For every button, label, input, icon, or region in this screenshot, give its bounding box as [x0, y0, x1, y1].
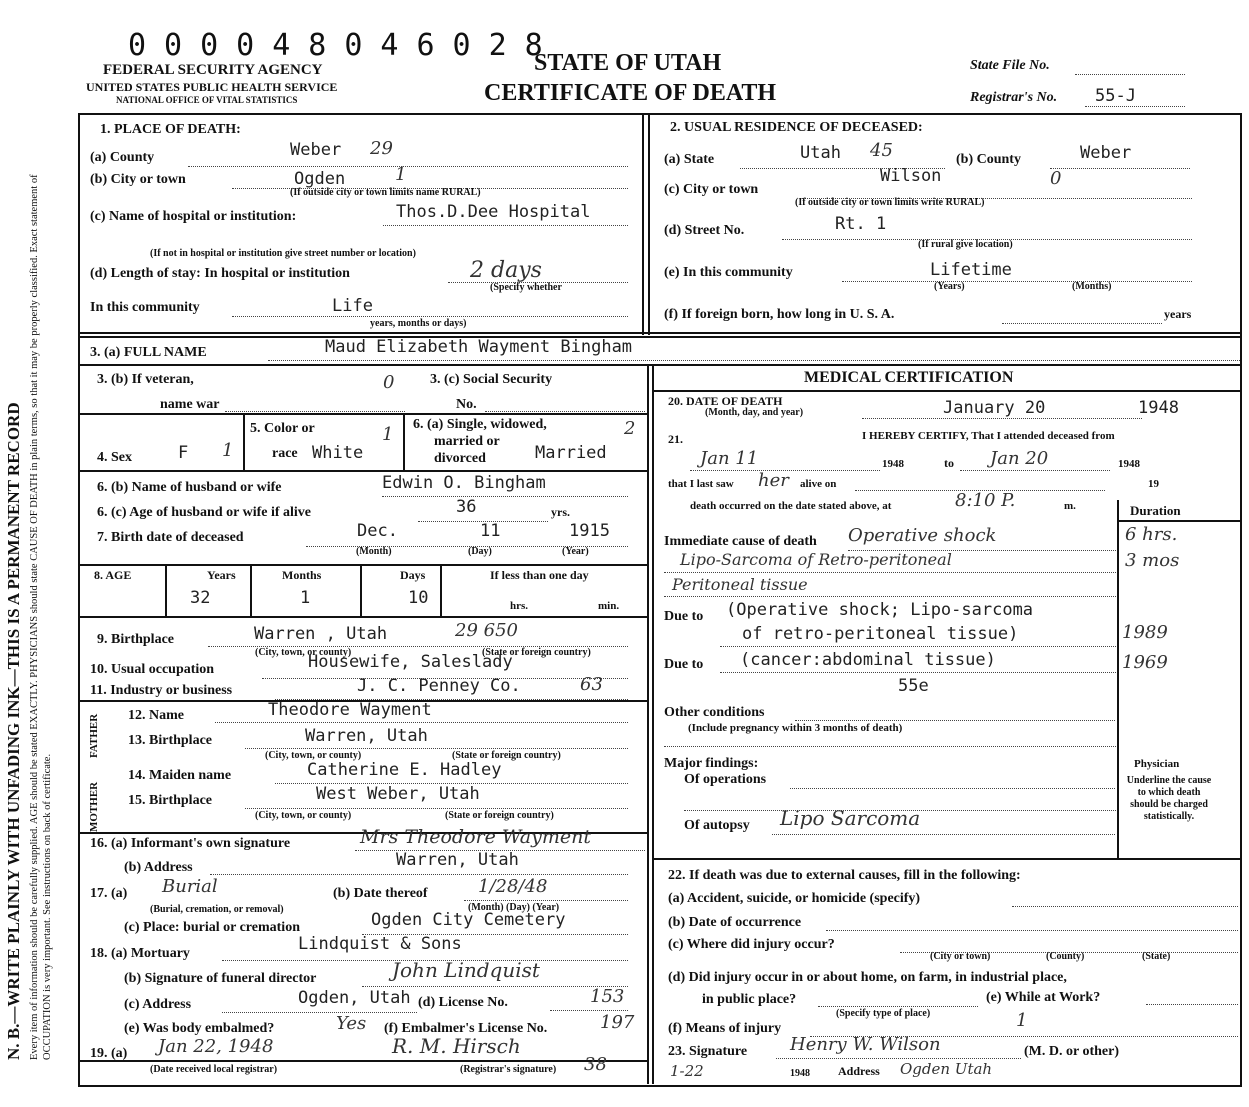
- attended-year-2: 1948: [1118, 458, 1140, 470]
- physician-label: Physician: [1134, 758, 1180, 770]
- where-county-note: (County): [1046, 951, 1085, 962]
- community-label: In this community: [90, 300, 200, 315]
- duration-label: Duration: [1130, 503, 1181, 518]
- alive-year: 19: [1148, 478, 1159, 490]
- place-county-code: 29: [370, 138, 393, 159]
- res-community: Lifetime: [930, 260, 1012, 280]
- full-name: Maud Elizabeth Wayment Bingham: [325, 337, 633, 357]
- due1-cause-2: of retro-peritoneal tissue): [742, 624, 1019, 644]
- place-county-label: (a) County: [90, 150, 155, 165]
- state-file-label: State File No.: [970, 58, 1050, 73]
- birth-day-note: (Day): [468, 546, 492, 557]
- spouse-name: Edwin O. Bingham: [382, 473, 546, 493]
- registrar-number: 55-J: [1095, 86, 1136, 106]
- birth-day: 11: [480, 521, 501, 541]
- death-year: 1948: [1138, 398, 1179, 418]
- embalmed-value: Yes: [336, 1013, 367, 1034]
- attended-year-1: 1948: [882, 458, 904, 470]
- immediate-label: Immediate cause of death: [664, 534, 817, 549]
- place-county: Weber: [290, 140, 342, 160]
- marital-value: Married: [535, 443, 607, 463]
- res-rural-note: (If outside city or town limits write RURAL): [795, 197, 985, 208]
- means-label: (f) Means of injury: [668, 1021, 782, 1036]
- birth-year-note: (Year): [562, 546, 589, 557]
- certify-number: 21.: [668, 432, 683, 446]
- page-number: 38: [584, 1054, 607, 1075]
- public-label: in public place?: [702, 992, 797, 1007]
- margin-instructions: Every item of information should be carefully supplied. AGE should be stated EXACTLY. PHYSICIANS should state CAUSE OF DEATH in plain terms, so that it may be properly classified. Exact statement of OCCUPATION is very important. See instructions on back of certificate.: [29, 174, 53, 1060]
- place-city-label: (b) City or town: [90, 172, 186, 187]
- death-date: January 20: [943, 398, 1046, 418]
- veteran-label: 3. (b) If veteran,: [97, 372, 194, 387]
- res-foreign-years: years: [1164, 307, 1192, 321]
- age-label: 8. AGE: [94, 568, 132, 582]
- res-state-code: 45: [870, 140, 893, 161]
- license-number: 153: [590, 986, 625, 1007]
- mother-state-note: (State or foreign country): [445, 810, 554, 821]
- mother-name: Catherine E. Hadley: [307, 760, 502, 780]
- signature-address-label: Address: [838, 1064, 880, 1078]
- spouse-age-label: 6. (c) Age of husband or wife if alive: [97, 505, 312, 520]
- death-date-note: (Month, day, and year): [705, 407, 804, 418]
- agency-line-1: FEDERAL SECURITY AGENCY: [103, 62, 323, 78]
- industry-code: 63: [580, 674, 603, 695]
- father-side-label: FATHER: [88, 713, 100, 758]
- race-label-2: race: [272, 446, 298, 461]
- place-heading: 1. PLACE OF DEATH:: [100, 122, 241, 137]
- race-label: 5. Color or: [250, 421, 315, 436]
- autopsy-value: Lipo Sarcoma: [780, 806, 921, 830]
- res-county: Weber: [1080, 143, 1132, 163]
- sex-value: F: [178, 443, 189, 463]
- registrar-sig-note: (Registrar's signature): [460, 1064, 557, 1075]
- where-state-note: (State): [1142, 951, 1171, 962]
- burial-place: Ogden City Cemetery: [371, 910, 566, 930]
- type-note: (Specify type of place): [836, 1008, 931, 1019]
- mortuary: Lindquist & Sons: [298, 934, 462, 954]
- spouse-yrs: yrs.: [551, 505, 570, 519]
- marital-label: 6. (a) Single, widowed,: [413, 417, 547, 432]
- industry-label: 11. Industry or business: [90, 683, 233, 698]
- signature-label: 23. Signature: [668, 1044, 748, 1059]
- birthplace-city-note: (City, town, or county): [255, 647, 352, 658]
- informant-address-label: (b) Address: [124, 860, 193, 875]
- received-label: 19. (a): [90, 1046, 128, 1061]
- age-lessday-label: If less than one day: [490, 568, 589, 582]
- immediate-line-2: Lipo-Sarcoma of Retro-peritoneal: [680, 550, 952, 569]
- physician-signature: Henry W. Wilson: [790, 1034, 941, 1055]
- informant-address: Warren, Utah: [396, 850, 519, 870]
- res-street: Rt. 1: [835, 214, 887, 234]
- name-label: 3. (a) FULL NAME: [90, 345, 207, 360]
- agency-line-2: UNITED STATES PUBLIC HEALTH SERVICE: [86, 80, 338, 94]
- burial-label: 17. (a): [90, 886, 128, 901]
- mother-birth-label: 15. Birthplace: [128, 793, 212, 808]
- other-note: (Include pregnancy within 3 months of death): [688, 722, 903, 734]
- embalmer-license-label: (f) Embalmer's License No.: [384, 1021, 548, 1036]
- mother-city-note: (City, town, or county): [255, 810, 352, 821]
- res-street-label: (d) Street No.: [664, 223, 745, 238]
- race-value: White: [312, 443, 364, 463]
- means-value: 1: [1016, 1010, 1028, 1031]
- due2-cause-2: 55e: [898, 676, 929, 696]
- ymd-note: years, months or days): [370, 318, 467, 329]
- hospital-label: (c) Name of hospital or institution:: [90, 209, 297, 224]
- where-label: (c) Where did injury occur?: [668, 937, 835, 952]
- father-state-note: (State or foreign country): [452, 750, 561, 761]
- due1-code: 1989: [1122, 622, 1168, 643]
- veteran-label-2: name war: [160, 397, 220, 412]
- received-note: (Date received local registrar): [150, 1064, 278, 1075]
- certificate-frame: [78, 113, 1242, 1087]
- father-name: Theodore Wayment: [268, 700, 432, 720]
- attended-to-label: to: [944, 456, 954, 470]
- director-label: (b) Signature of funeral director: [124, 971, 317, 986]
- age-hrs: hrs.: [510, 600, 529, 612]
- where-city-note: (City or town): [930, 951, 991, 962]
- operations-label: Of operations: [684, 772, 767, 787]
- major-label: Major findings:: [664, 756, 759, 771]
- work-label: (e) While at Work?: [986, 990, 1101, 1005]
- birthplace-label: 9. Birthplace: [97, 632, 174, 647]
- due1-label: Due to: [664, 609, 704, 624]
- due2-cause: (cancer:abdominal tissue): [740, 650, 996, 670]
- res-city: Wilson: [880, 166, 942, 186]
- birthplace: Warren , Utah: [254, 624, 388, 644]
- place-city: Ogden: [294, 169, 346, 189]
- state-title: STATE OF UTAH: [534, 50, 722, 76]
- sex-label: 4. Sex: [97, 450, 132, 465]
- registrar-label: Registrar's No.: [970, 90, 1058, 105]
- marital-code: 2: [624, 418, 636, 439]
- medical-heading: MEDICAL CERTIFICATION: [804, 369, 1014, 386]
- last-saw-label: that I last saw: [668, 478, 734, 490]
- age-months-label: Months: [282, 568, 322, 582]
- age-min: min.: [598, 600, 620, 612]
- res-years-note: (Years): [934, 281, 965, 292]
- place-rural-note: (If outside city or town limits name RURAL): [290, 187, 481, 198]
- informant-signature: Mrs Theodore Wayment: [360, 826, 591, 848]
- death-date-label: 20. DATE OF DEATH: [668, 394, 783, 408]
- mortuary-address: Ogden, Utah: [298, 988, 411, 1008]
- marital-label-2: married or: [434, 434, 500, 449]
- father-birthplace: Warren, Utah: [305, 726, 428, 746]
- mother-name-label: 14. Maiden name: [128, 768, 232, 783]
- father-birth-label: 13. Birthplace: [128, 733, 212, 748]
- accident-label: (a) Accident, suicide, or homicide (specify): [668, 891, 921, 906]
- spouse-label: 6. (b) Name of husband or wife: [97, 480, 282, 495]
- embalmer-license: 197: [600, 1012, 635, 1033]
- external-label: 22. If death was due to external causes, fill in the following:: [668, 868, 1021, 883]
- license-label: (d) License No.: [418, 995, 508, 1010]
- registrar-signature: R. M. Hirsch: [392, 1034, 521, 1058]
- death-time-m: m.: [1064, 500, 1076, 512]
- age-years: 32: [190, 588, 211, 608]
- physician-note: Underline the cause to which death should be charged statistically.: [1126, 775, 1212, 822]
- specify-note: (Specify whether: [490, 282, 562, 293]
- age-days-label: Days: [400, 568, 426, 582]
- res-state-label: (a) State: [664, 152, 715, 167]
- immediate-cause: Operative shock: [848, 525, 997, 546]
- duration-1: 6 hrs.: [1125, 524, 1178, 545]
- father-city-note: (City, town, or county): [265, 750, 362, 761]
- signature-address: Ogden Utah: [900, 1060, 993, 1078]
- marital-label-3: divorced: [434, 451, 486, 466]
- serial-number: 000048046028: [128, 28, 561, 63]
- age-months: 1: [300, 588, 311, 608]
- autopsy-label: Of autopsy: [684, 818, 750, 833]
- attended-to: Jan 20: [990, 448, 1049, 469]
- stay-label: (d) Length of stay: In hospital or institution: [90, 266, 350, 281]
- res-foreign-label: (f) If foreign born, how long in U. S. A.: [664, 307, 895, 322]
- hospital-note: (If not in hospital or institution give street number or location): [150, 248, 416, 259]
- res-state: Utah: [800, 143, 841, 163]
- birth-month: Dec.: [357, 521, 398, 541]
- burial-date-note: (Month) (Day) (Year): [468, 902, 560, 913]
- occupation: Housewife, Saleslady: [308, 652, 513, 672]
- residence-heading: 2. USUAL RESIDENCE OF DECEASED:: [670, 120, 923, 135]
- sex-code: 1: [222, 440, 234, 461]
- last-saw: her: [758, 470, 789, 491]
- mortuary-label: 18. (a) Mortuary: [90, 946, 190, 961]
- res-county-label: (b) County: [956, 152, 1021, 167]
- res-city-code: 0: [1050, 168, 1062, 189]
- burial-value: Burial: [162, 876, 218, 897]
- death-time: 8:10 P.: [955, 490, 1016, 511]
- race-code: 1: [382, 424, 394, 445]
- res-community-label: (e) In this community: [664, 265, 793, 280]
- burial-place-label: (c) Place: burial or cremation: [124, 920, 300, 935]
- birthplace-state-note: (State or foreign country): [482, 647, 591, 658]
- res-months-note: (Months): [1072, 281, 1112, 292]
- burial-date-label: (b) Date thereof: [333, 886, 428, 901]
- age-years-label: Years: [207, 568, 236, 582]
- birthplace-code: 29 650: [455, 620, 518, 641]
- father-name-label: 12. Name: [128, 708, 184, 723]
- signature-date: 1-22: [670, 1062, 704, 1080]
- ssn-label: 3. (c) Social Security: [430, 372, 553, 387]
- burial-note: (Burial, cremation, or removal): [150, 904, 284, 915]
- stay-value: 2 days: [470, 258, 542, 283]
- alive-label: alive on: [800, 478, 837, 490]
- occupation-label: 10. Usual occupation: [90, 662, 215, 677]
- birth-month-note: (Month): [356, 546, 392, 557]
- margin-warning: N. B.—WRITE PLAINLY WITH UNFADING INK—THIS IS A PERMANENT RECORD: [4, 402, 23, 1060]
- res-street-note: (If rural give location): [918, 239, 1013, 250]
- received-date: Jan 22, 1948: [158, 1036, 274, 1057]
- occurrence-label: (b) Date of occurrence: [668, 915, 802, 930]
- informant-label: 16. (a) Informant's own signature: [90, 836, 291, 851]
- immediate-line-3: Peritoneal tissue: [672, 575, 808, 594]
- home-label: (d) Did injury occur in or about home, on farm, in industrial place,: [668, 970, 1067, 985]
- industry: J. C. Penney Co.: [357, 676, 521, 696]
- certificate-title: CERTIFICATE OF DEATH: [484, 80, 777, 106]
- mother-side-label: MOTHER: [88, 781, 100, 832]
- duration-2: 3 mos: [1125, 550, 1180, 571]
- certify-text: I HEREBY CERTIFY, That I attended deceased from: [862, 430, 1115, 442]
- mother-birthplace: West Weber, Utah: [316, 784, 480, 804]
- due2-code: 1969: [1122, 652, 1168, 673]
- occurred-label: death occurred on the date stated above, at: [690, 500, 892, 512]
- embalmed-label: (e) Was body embalmed?: [124, 1021, 275, 1036]
- mortuary-address-label: (c) Address: [124, 997, 192, 1012]
- other-label: Other conditions: [664, 705, 765, 720]
- birth-label: 7. Birth date of deceased: [97, 530, 244, 545]
- burial-date: 1/28/48: [478, 876, 548, 897]
- due2-label: Due to: [664, 657, 704, 672]
- attended-from: Jan 11: [700, 448, 759, 469]
- hospital-name: Thos.D.Dee Hospital: [396, 202, 591, 222]
- due1-cause: (Operative shock; Lipo-sarcoma: [726, 600, 1034, 620]
- director-signature: John Lindquist: [392, 958, 540, 982]
- signature-year: 1948: [790, 1068, 810, 1079]
- birth-year: 1915: [569, 521, 610, 541]
- agency-line-3: NATIONAL OFFICE OF VITAL STATISTICS: [116, 95, 298, 105]
- community-value: Life: [332, 296, 373, 316]
- spouse-age: 36: [456, 497, 477, 517]
- veteran-code: 0: [383, 372, 395, 393]
- res-city-label: (c) City or town: [664, 182, 759, 197]
- md-label: (M. D. or other): [1024, 1044, 1119, 1059]
- ssn-label-2: No.: [456, 397, 477, 412]
- place-city-code: 1: [395, 164, 407, 185]
- age-days: 10: [408, 588, 429, 608]
